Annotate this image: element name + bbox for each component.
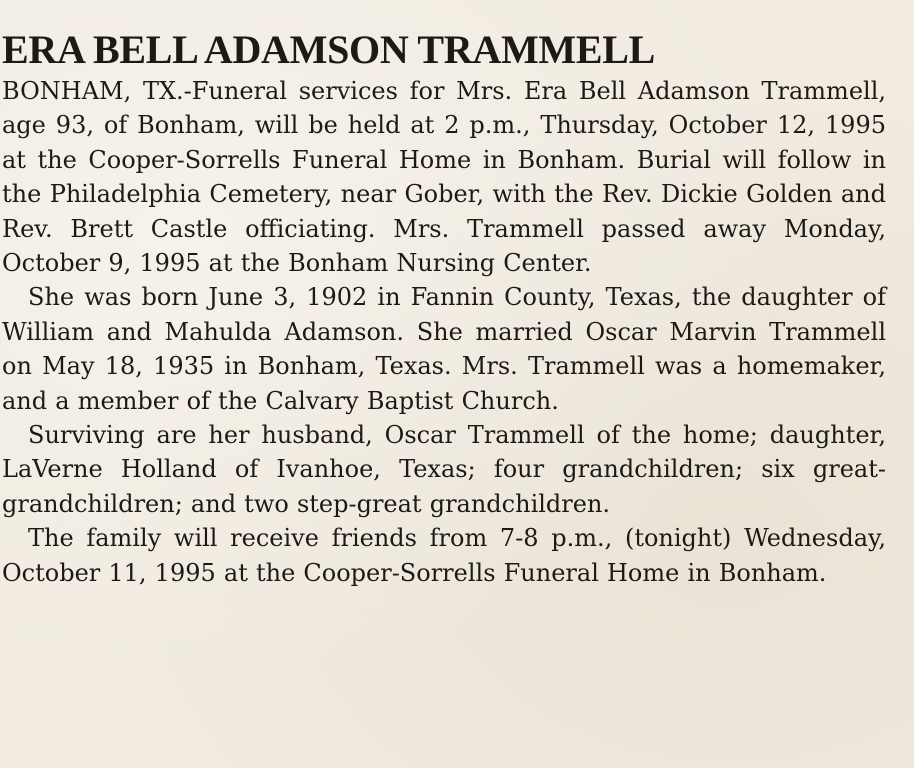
obituary-paragraph-visitation: The family will receive friends from 7-8 p.m., (tonight) Wednesday, October 11, 1995 at the Cooper-Sorrells Funeral Home in Bonham. xyxy=(2,524,886,587)
obituary-paragraph-services: BONHAM, TX.-Funeral services for Mrs. Era Bell Adamson Trammell, age 93, of Bonham, will be held at 2 p.m., Thursday, October 12, 1995 at the Cooper-Sorrells Funeral Home in Bonham. Burial will follow in the Philadelphia Cemetery, near Gober, with the Rev. Dickie Golden and Rev. Brett Castle officiating. Mrs. Trammell passed away Monday, October 9, 1995 at the Bonham Nursing Center. xyxy=(2,77,886,278)
obituary-paragraph-survivors: Surviving are her husband, Oscar Trammell of the home; daughter, LaVerne Holland of Ivanhoe, Texas; four grandchildren; six great-grandchildren; and two step-great grandchildren. xyxy=(2,421,886,518)
obituary-headline: ERA BELL ADAMSON TRAMMELL xyxy=(2,27,655,72)
obituary-paragraph-biography: She was born June 3, 1902 in Fannin County, Texas, the daughter of William and Mahulda Adamson. She married Oscar Marvin Trammell on May 18, 1935 in Bonham, Texas. Mrs. Trammell was a homemaker, and a member of the Calvary Baptist Church. xyxy=(2,283,886,415)
